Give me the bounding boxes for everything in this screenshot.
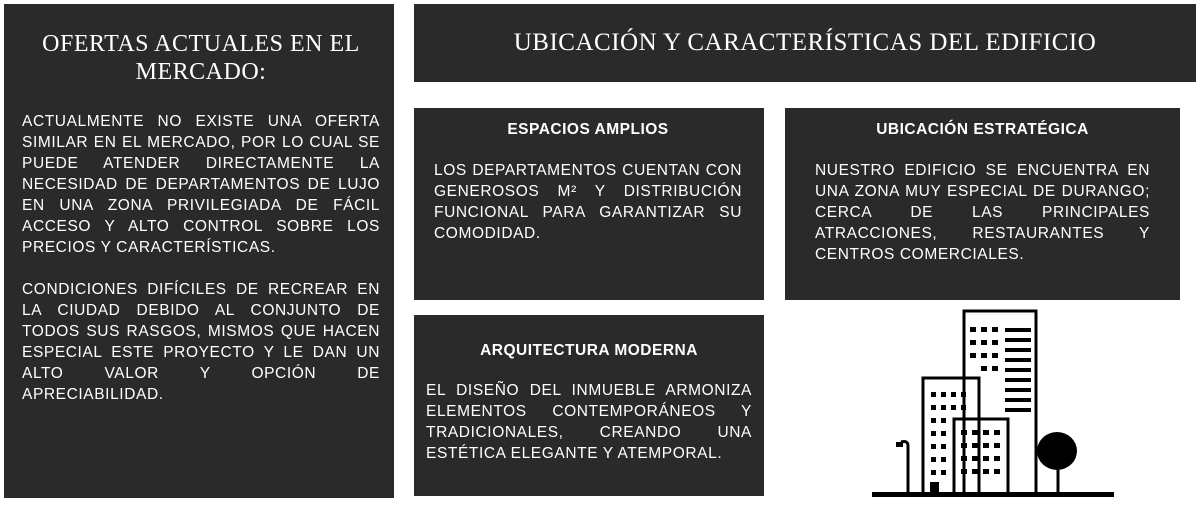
market-offers-paragraph-1: ACTUALMENTE NO EXISTE UNA OFERTA SIMILAR EN EL MERCADO, POR LO CUAL SE PUEDE ATENDER DIRECTAMENTE LA NECESIDAD DE DEPARTAMENTOS DE LUJO EN UNA ZONA PRIVILEGIADA DE FÁCIL ACCESO Y ALTO CONTROL SOBRE LOS PRECIOS Y CARACTERÍSTICAS. [22, 113, 380, 256]
building-header-title: UBICACIÓN Y CARACTERÍSTICAS DEL EDIFICIO [513, 29, 1097, 56]
card-espacios-text: LOS DEPARTAMENTOS CUENTAN CON GENEROSOS M² Y DISTRIBUCIÓN FUNCIONAL PARA GARANTIZAR SU COMODIDAD. [434, 162, 742, 242]
card-espacios-heading: ESPACIOS AMPLIOS [507, 121, 669, 138]
buildings-illustration-icon [868, 306, 1118, 502]
card-ubicacion-heading: UBICACIÓN ESTRATÉGICA [876, 121, 1089, 138]
card-espacios-amplios [414, 108, 764, 300]
card-ubicacion-estrategica [785, 108, 1180, 300]
card-arquitectura-heading: ARQUITECTURA MODERNA [480, 342, 698, 359]
card-arquitectura-text: EL DISEÑO DEL INMUEBLE ARMONIZA ELEMENTOS CONTEMPORÁNEOS Y TRADICIONALES, CREANDO UNA ESTÉTICA ELEGANTE Y ATEMPORAL. [426, 382, 752, 462]
market-offers-paragraph-2: CONDICIONES DIFÍCILES DE RECREAR EN LA CIUDAD DEBIDO AL CONJUNTO DE TODOS SUS RASGOS, MISMOS QUE HACEN ESPECIAL ESTE PROYECTO Y LE DAN UN ALTO VALOR Y OPCIÓN DE APRECIABILIDAD. [22, 281, 380, 403]
card-arquitectura-moderna [414, 315, 764, 496]
market-offers-panel [4, 4, 394, 498]
building-header [414, 4, 1196, 82]
card-ubicacion-text: NUESTRO EDIFICIO SE ENCUENTRA EN UNA ZONA MUY ESPECIAL DE DURANGO; CERCA DE LAS PRINCIPALES ATRACCIONES, RESTAURANTES Y CENTROS COMERCIALES. [815, 162, 1150, 263]
market-offers-title: OFERTAS ACTUALES EN EL MERCADO: [42, 31, 360, 85]
